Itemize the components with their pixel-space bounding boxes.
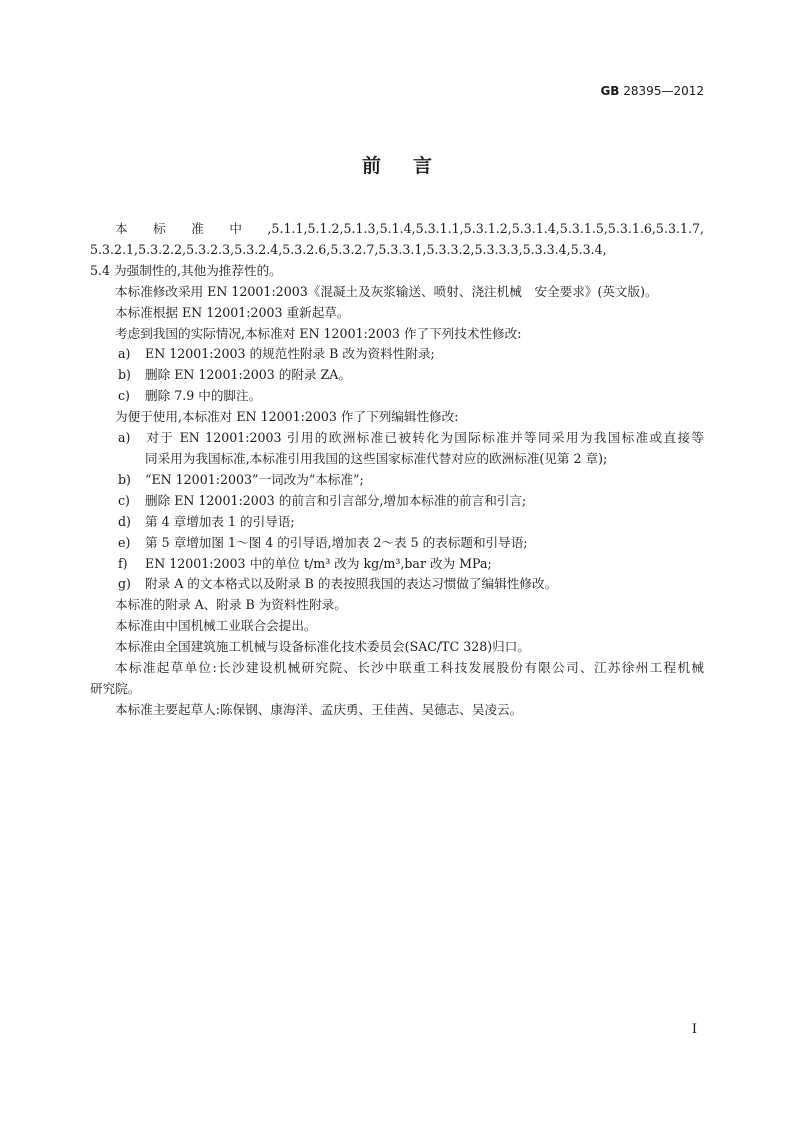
list-item (90, 365, 704, 386)
paragraph-editorial-intro: 为便于使用,本标准对 EN 12001:2003 作了下列编辑性修改: (115, 409, 459, 425)
list-item (90, 574, 704, 595)
paragraph-annex-note: 本标准的附录 A、附录 B 为资料性附录。 (115, 597, 347, 613)
paragraph-drafting-units-1: 本标准起草单位:长沙建设机械研究院、长沙中联重工科技发展股份有限公司、江苏徐州工程机械 (115, 660, 704, 676)
standard-code (600, 84, 704, 98)
list-item-continuation: 同采用为我国标准,本标准引用我国的这些国家标准代替对应的欧洲标准(见第 2 章); (145, 450, 608, 466)
list-item (90, 386, 704, 407)
list-item-text: 附录 A 的文本格式以及附录 B 的表按照我国的表达习惯做了编辑性修改。 (145, 576, 558, 592)
list-marker: g) (118, 576, 131, 592)
list-item-text: 删除 EN 12001:2003 的前言和引言部分,增加本标准的前言和引言; (145, 492, 527, 508)
list-item-text: 第 5 章增加图 1～图 4 的引导语,增加表 2～表 5 的表标题和引导语; (145, 534, 528, 550)
page-number: I (691, 1022, 697, 1037)
list-item (90, 533, 704, 554)
list-marker: a) (118, 346, 131, 362)
page-title: 前言 (361, 155, 464, 177)
list-marker: e) (118, 534, 131, 550)
paragraph-committee: 本标准由全国建筑施工机械与设备标准化技术委员会(SAC/TC 328)归口。 (115, 639, 530, 655)
paragraph-proposer: 本标准由中国机械工业联合会提出。 (115, 618, 317, 634)
paragraph-mandatory-clauses-3: 5.4 为强制性的,其他为推荐性的。 (90, 262, 282, 278)
list-item-text: 第 4 章增加表 1 的引导语; (145, 513, 295, 529)
list-item-text: 删除 7.9 中的脚注。 (145, 388, 262, 404)
list-marker: b) (118, 471, 131, 487)
list-marker: d) (118, 513, 131, 529)
list-marker: c) (118, 388, 130, 404)
paragraph-redrafted: 本标准根据 EN 12001:2003 重新起草。 (115, 304, 350, 320)
paragraph-technical-intro: 考虑到我国的实际情况,本标准对 EN 12001:2003 作了下列技术性修改: (115, 325, 522, 341)
paragraph-mandatory-clauses-1: 本标准中,5.1.1,5.1.2,5.1.3,5.1.4,5.3.1.1,5.3.1.2,5.3.1.4,5.3.1.5,5.3.1.6,5.3.1.7, (115, 221, 704, 236)
foreword-body (90, 219, 704, 721)
list-item-text: EN 12001:2003 中的单位 t/m³ 改为 kg/m³,bar 改为 MPa; (145, 555, 492, 571)
list-item (90, 491, 704, 512)
list-marker: b) (118, 367, 131, 383)
list-item (90, 470, 704, 491)
list-item-text: 删除 EN 12001:2003 的附录 ZA。 (145, 367, 351, 383)
paragraph-drafting-units-2: 研究院。 (90, 680, 141, 696)
list-item-text: 对于 EN 12001:2003 引用的欧洲标准已被转化为国际标准并等同采用为我国标准或直接等 (145, 430, 704, 446)
standard-prefix: GB (600, 84, 620, 98)
list-item (90, 344, 704, 365)
list-item (90, 428, 704, 449)
paragraph-drafters: 本标准主要起草人:陈保钢、康海洋、孟庆勇、王佳茜、吴德志、吴凌云。 (115, 701, 523, 717)
list-item (90, 554, 704, 575)
list-marker: f) (118, 555, 128, 571)
list-marker: a) (118, 430, 131, 446)
paragraph-adoption: 本标准修改采用 EN 12001:2003《混凝土及灰浆输送、喷射、浇注机械 安全要求》(英文版)。 (115, 283, 658, 299)
list-item-text: “EN 12001:2003”一词改为“本标准”; (145, 471, 364, 487)
list-item-text: EN 12001:2003 的规范性附录 B 改为资料性附录; (145, 346, 435, 362)
list-item (90, 512, 704, 533)
paragraph-mandatory-clauses-2: 5.3.2.1,5.3.2.2,5.3.2.3,5.3.2.4,5.3.2.6,5.3.2.7,5.3.3.1,5.3.3.2,5.3.3.3,5.3.3.4,5.3.4, (90, 241, 607, 257)
standard-number: 28395—2012 (623, 84, 704, 98)
list-marker: c) (118, 492, 130, 508)
